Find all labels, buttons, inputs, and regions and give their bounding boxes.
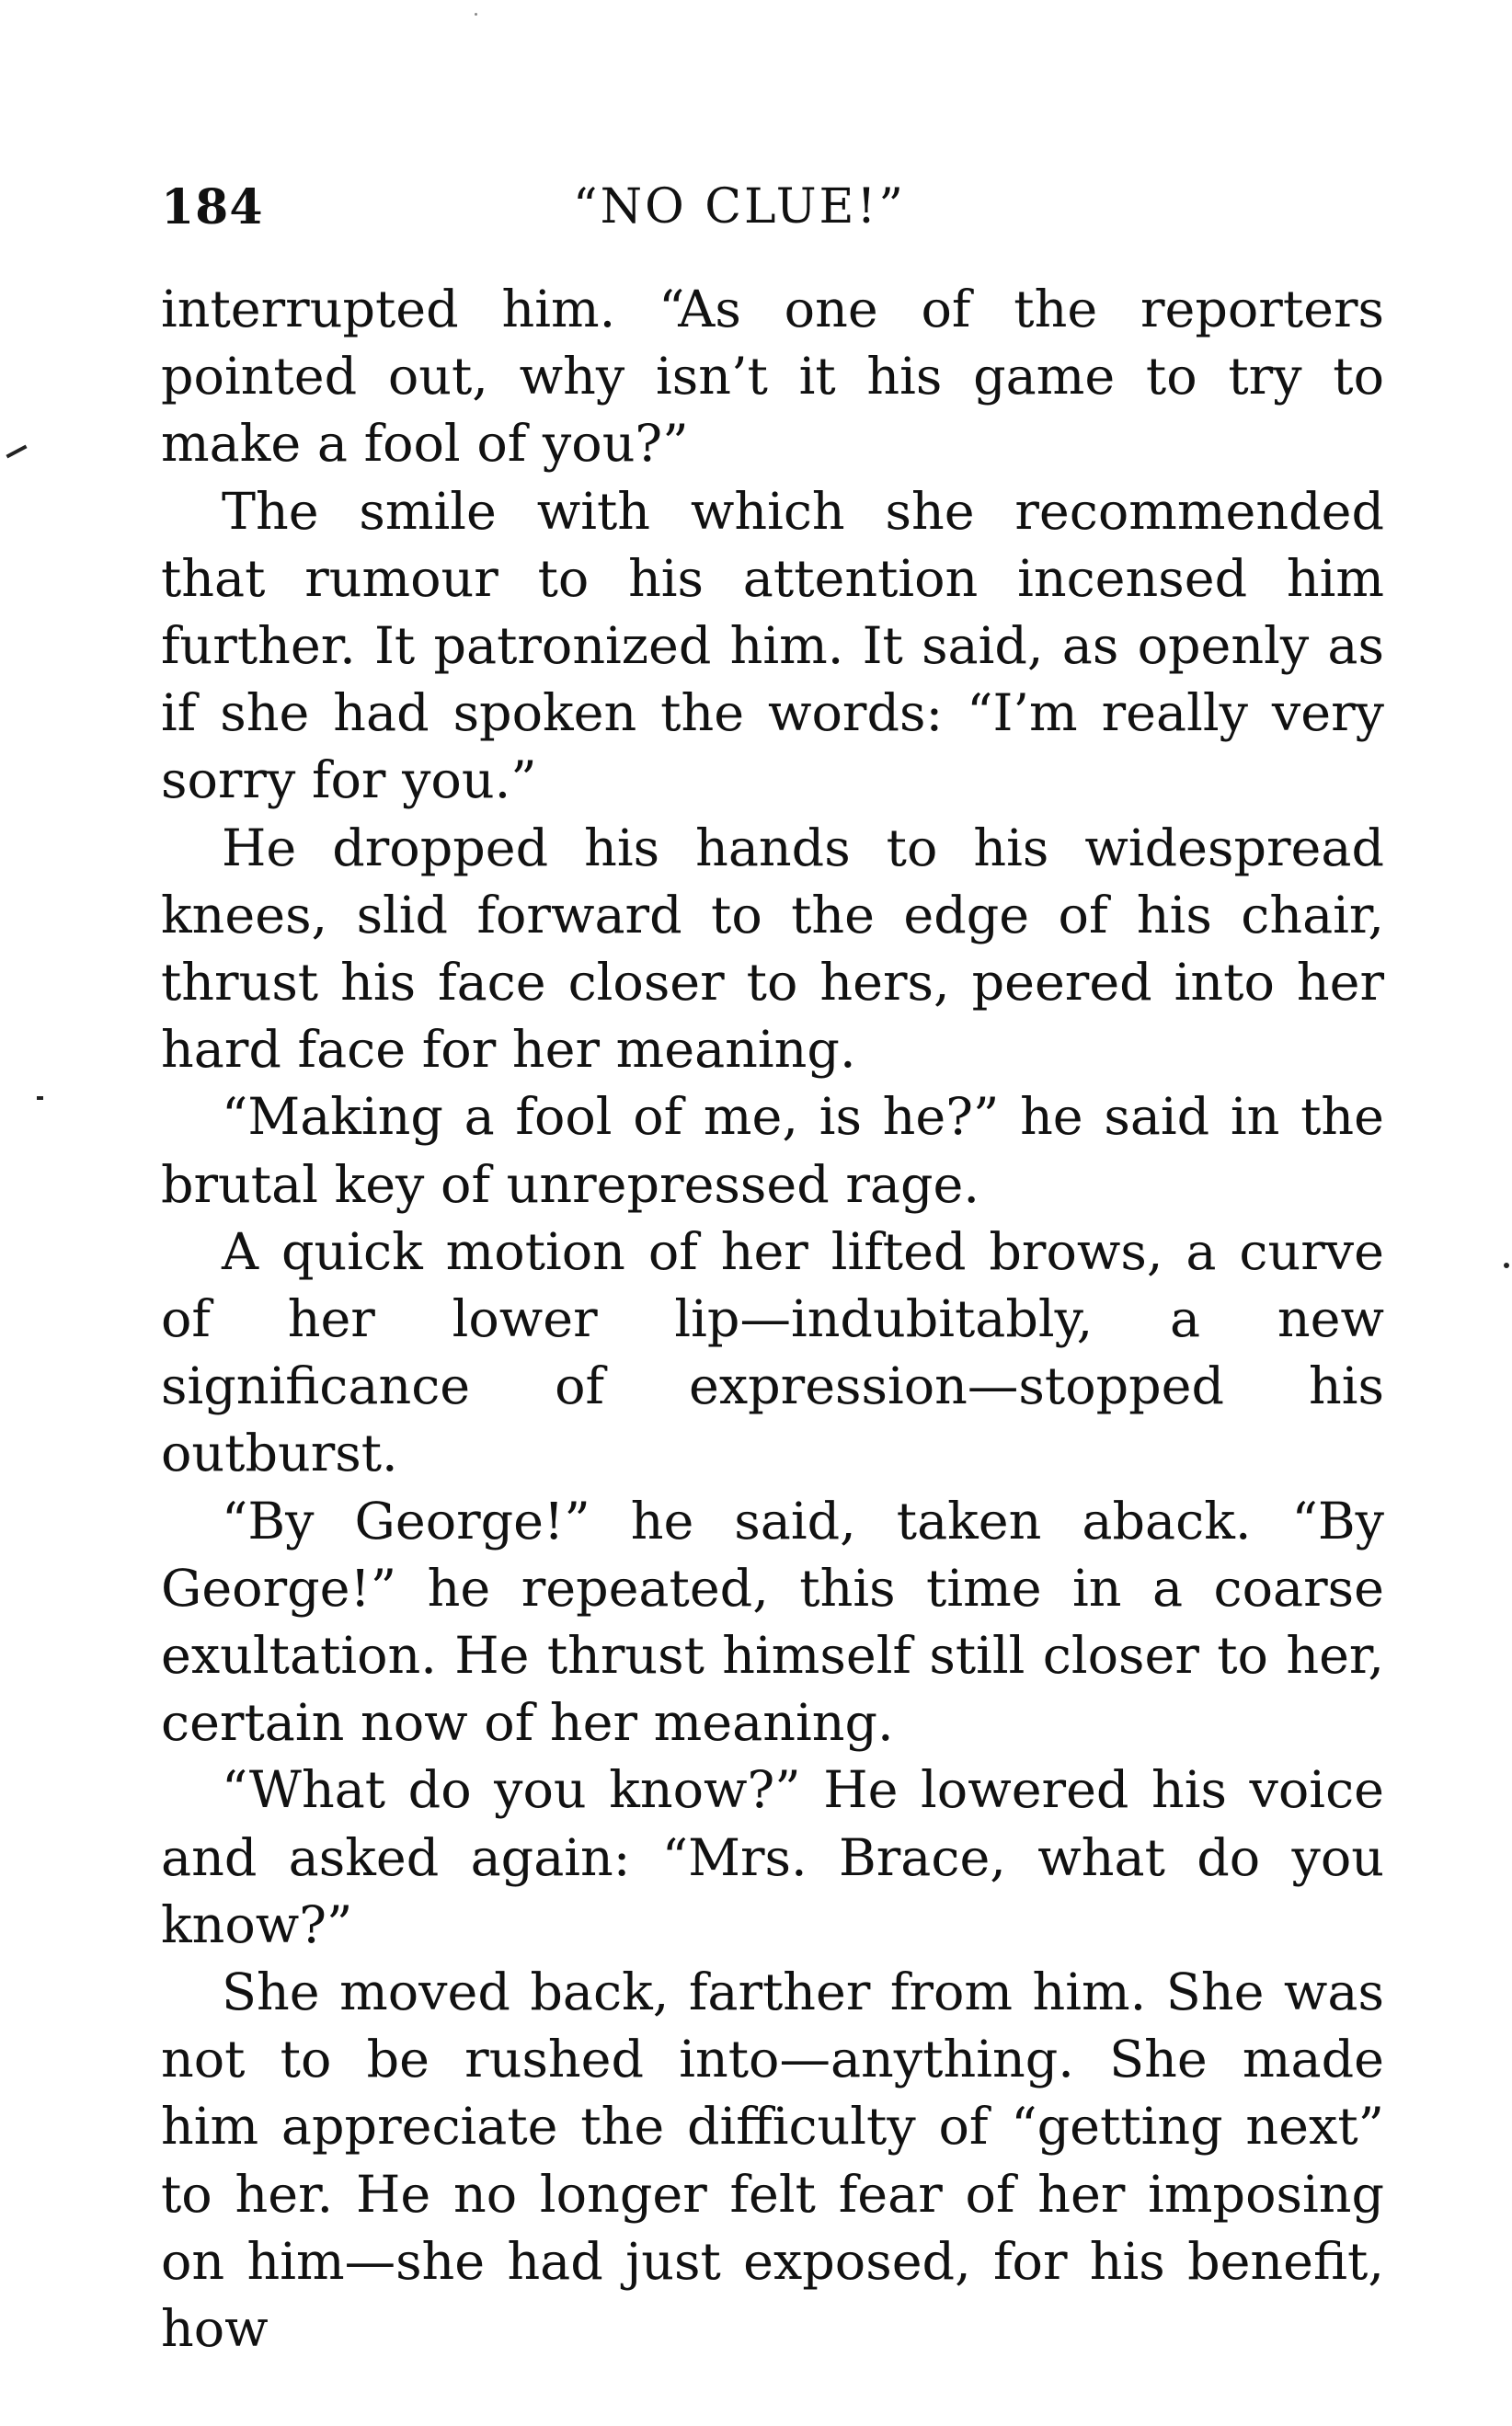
margin-dash-mark	[37, 1096, 43, 1100]
page-number: 184	[161, 179, 264, 235]
paragraph: “Making a fool of me, is he?” he said in the brutal key of unrepressed rage.	[161, 1087, 1384, 1215]
page-header	[161, 179, 1384, 253]
margin-pencil-mark	[6, 445, 27, 459]
paragraph: interrupted him. “As one of the reporters pointed out, why isn’t it his game to try to make a fool of you?”	[161, 280, 1384, 475]
paragraph: The smile with which she recommended that rumour to his attention incensed him further. It patronized him. It said, as openly as if she had spoken the words: “I’m really very sorry for you.”	[161, 481, 1384, 811]
margin-dot-mark	[1504, 1263, 1509, 1268]
paragraph: “By George!” he said, taken aback. “By George!” he repeated, this time in a coarse exultation. He thrust himself still closer to her, certain now of her meaning.	[161, 1491, 1384, 1754]
body-text	[161, 276, 1384, 2363]
running-head: “NO CLUE!”	[573, 179, 906, 235]
paragraph: A quick motion of her lifted brows, a curve of her lower lip—indubitably, a new significance of expression—stopped his outburst.	[161, 1221, 1384, 1484]
paragraph: He dropped his hands to his widespread knees, slid forward to the edge of his chair, thrust his face closer to hers, peered into her hard face for her meaning.	[161, 818, 1384, 1081]
paragraph: She moved back, farther from him. She was not to be rushed into—anything. She made him appreciate the difficulty of “getting next” to her. He no longer felt fear of her imposing on him—she had just exposed, for his benefit, how	[161, 1963, 1384, 2360]
top-speck-mark	[475, 13, 477, 16]
paragraph: “What do you know?” He lowered his voice and asked again: “Mrs. Brace, what do you know?”	[161, 1760, 1384, 1955]
